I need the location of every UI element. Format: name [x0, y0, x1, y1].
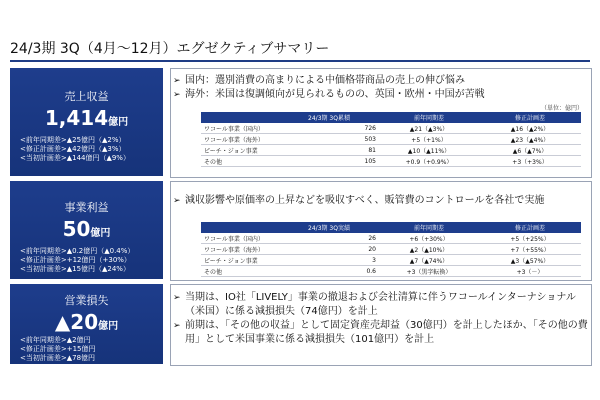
table-cell: +6（+30%）: [379, 233, 479, 244]
profit-value: [10, 217, 163, 241]
arrow-icon: ➢: [173, 293, 181, 303]
loss-bullet-prior: [171, 319, 591, 347]
table-header-cell: 24/3期 3Q累積: [279, 112, 379, 123]
loss-summary-box: [10, 284, 163, 364]
table-cell: ▲7（▲74%）: [379, 255, 479, 266]
revenue-value: [10, 106, 163, 130]
revenue-bullet-text: 国内：選別消費の高まりによる中価格帯商品の売上の伸び悩み: [185, 75, 465, 86]
profit-note-yoy: <前年同期差>▲0.2億円（▲0.4%）: [20, 247, 135, 255]
revenue-amount: 1,414: [44, 106, 109, 130]
table-header-cell: 前年同期差: [379, 222, 479, 233]
revenue-bullet-overseas: [171, 88, 591, 102]
title-rule: [10, 60, 590, 62]
profit-notes: [20, 247, 163, 274]
loss-note-revised: <修正計画差>+15億円: [20, 345, 96, 353]
table-header-row: [201, 112, 581, 123]
profit-summary-box: [10, 181, 163, 279]
table-cell: その他: [201, 266, 279, 277]
table-row: [201, 266, 581, 277]
loss-bullet-text: 前期は、「その他の収益」として固定資産売却益（30億円）を計上したほか、「その他の費用」として米国事業に係る減損損失（101億円）を計上: [185, 320, 588, 345]
profit-note-revised: <修正計画差>+12億円（+30%）: [20, 256, 131, 264]
table-cell: 20: [279, 244, 379, 255]
table-row: [201, 145, 581, 156]
profit-amount: 50: [62, 217, 91, 241]
loss-note-initial: <当初計画差>▲78億円: [20, 354, 96, 362]
table-cell: 105: [279, 156, 379, 167]
profit-detail-box: [170, 181, 592, 281]
table-row: [201, 156, 581, 167]
loss-value: [10, 310, 163, 334]
revenue-notes: [20, 136, 163, 163]
revenue-summary-box: [10, 68, 163, 176]
revenue-detail-box: [170, 68, 592, 178]
revenue-unit: 億円: [108, 117, 129, 128]
revenue-note-yoy: <前年同期差>▲25億円（▲2%）: [20, 136, 126, 144]
table-cell: +3（+3%）: [479, 156, 581, 167]
table-header-cell: [201, 112, 279, 123]
table-cell: +5（+25%）: [479, 233, 581, 244]
table-cell: その他: [201, 156, 279, 167]
table-cell: 726: [279, 123, 379, 134]
table-cell: ▲16（▲2%）: [479, 123, 581, 134]
loss-bullet-text: 当期は、IO社「LIVELY」事業の撤退および会社清算に伴うワコールインターナショナル（米国）に係る減損損失（74億円）を計上: [185, 292, 576, 317]
arrow-icon: ➢: [173, 90, 181, 100]
table-cell: ▲6（▲7%）: [479, 145, 581, 156]
table-header-cell: [201, 222, 279, 233]
table-header-cell: 24/3期 3Q実績: [279, 222, 379, 233]
table-cell: ピーチ・ジョン事業: [201, 145, 279, 156]
table-cell: ▲3（▲57%）: [479, 255, 581, 266]
profit-bullet-text: 減収影響や原価率の上昇などを吸収すべく、販管費のコントロールを各社で実施: [185, 195, 545, 206]
table-header-cell: 前年同期差: [379, 112, 479, 123]
loss-note-yoy: <前年同期差>▲2億円: [20, 336, 91, 344]
loss-bullet-current: [171, 291, 591, 319]
table-header-cell: 修正計画差: [479, 222, 581, 233]
profit-table: [201, 222, 581, 277]
table-cell: +3（－）: [479, 266, 581, 277]
profit-unit: 億円: [90, 228, 111, 239]
table-cell: +7（+55%）: [479, 244, 581, 255]
arrow-icon: ➢: [173, 196, 181, 206]
revenue-unit-label: （単位：億円）: [540, 105, 583, 112]
table-row: [201, 134, 581, 145]
table-cell: 503: [279, 134, 379, 145]
table-cell: 26: [279, 233, 379, 244]
table-cell: +3（黒字転換）: [379, 266, 479, 277]
table-cell: ピーチ・ジョン事業: [201, 255, 279, 266]
loss-heading: 営業損失: [64, 294, 109, 307]
revenue-heading: 売上収益: [64, 90, 109, 103]
table-row: [201, 255, 581, 266]
revenue-bullet-domestic: [171, 74, 591, 88]
table-cell: +0.9（+0.9%）: [379, 156, 479, 167]
loss-amount: ▲20: [54, 310, 99, 334]
arrow-icon: ➢: [173, 76, 181, 86]
table-row: [201, 244, 581, 255]
revenue-table: [201, 112, 581, 167]
table-cell: +5（+1%）: [379, 134, 479, 145]
table-cell: ▲23（▲4%）: [479, 134, 581, 145]
profit-bullet: [171, 194, 591, 208]
table-cell: ワコール事業（国内）: [201, 123, 279, 134]
loss-unit: 億円: [98, 321, 119, 332]
table-cell: ワコール事業（海外）: [201, 244, 279, 255]
table-cell: ▲21（▲3%）: [379, 123, 479, 134]
revenue-bullet-text: 海外：米国は復調傾向が見られるものの、英国・欧州・中国が苦戦: [185, 89, 485, 100]
table-cell: 0.6: [279, 266, 379, 277]
table-cell: ▲10（▲11%）: [379, 145, 479, 156]
table-row: [201, 233, 581, 244]
table-cell: ワコール事業（国内）: [201, 233, 279, 244]
table-cell: 3: [279, 255, 379, 266]
revenue-note-initial: <当初計画差>▲144億円（▲9%）: [20, 154, 130, 162]
table-row: [201, 123, 581, 134]
table-cell: ▲2（▲10%）: [379, 244, 479, 255]
revenue-note-revised: <修正計画差>▲42億円（▲3%）: [20, 145, 126, 153]
profit-heading: 事業利益: [64, 201, 109, 214]
table-cell: ワコール事業（海外）: [201, 134, 279, 145]
profit-note-initial: <当初計画差>▲15億円（▲24%）: [20, 265, 130, 273]
page-title: 24/3期 3Q（4月～12月）エグゼクティブサマリー: [10, 41, 330, 57]
table-header-cell: 修正計画差: [479, 112, 581, 123]
loss-detail-box: [170, 284, 592, 366]
table-cell: 81: [279, 145, 379, 156]
loss-notes: [20, 336, 163, 363]
table-header-row: [201, 222, 581, 233]
arrow-icon: ➢: [173, 321, 181, 331]
